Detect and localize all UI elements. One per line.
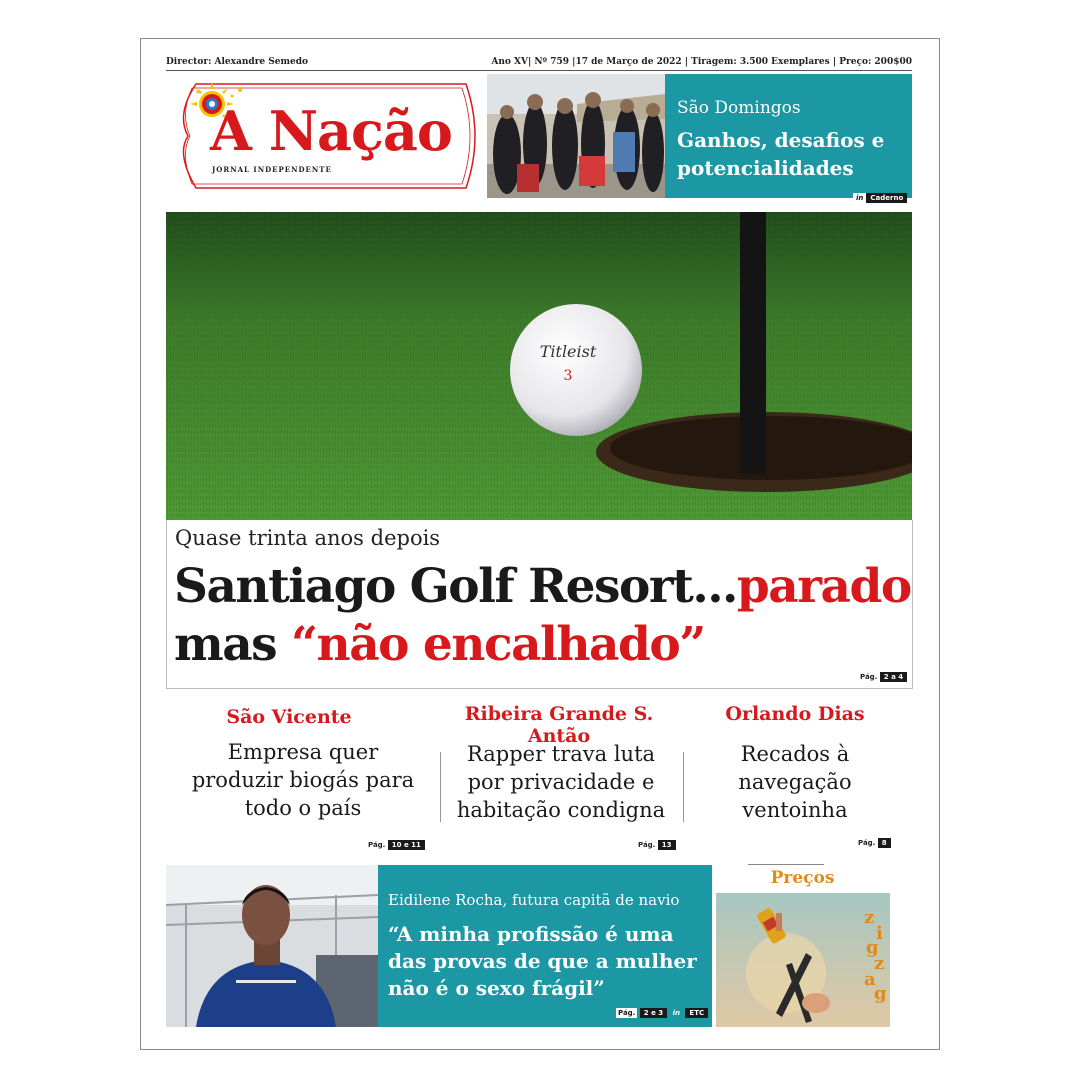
director-credit: Director: Alexandre Semedo xyxy=(166,57,309,67)
column2-page-ref xyxy=(638,840,676,850)
column-divider xyxy=(683,752,684,822)
top-rule xyxy=(166,70,912,71)
lead-headline-part2: parado xyxy=(736,559,911,614)
zigzag-letter: g xyxy=(874,983,887,1004)
page-number-tag: 10 e 11 xyxy=(388,840,425,850)
section-tag: Caderno xyxy=(866,193,907,203)
column2-kicker: Ribeira Grande S. Antão xyxy=(464,703,654,747)
top-teaser-photo[interactable] xyxy=(487,74,665,198)
crowd-photo-image xyxy=(487,74,665,198)
top-teaser-title: Ganhos, desafios e potencialidades xyxy=(677,128,885,180)
page-label: Pág. xyxy=(860,673,878,681)
top-info-line xyxy=(166,57,912,71)
lead-story[interactable] xyxy=(166,520,913,689)
column-divider xyxy=(440,752,441,822)
bottom-story-kicker: Eidilene Rocha, futura capitã de navio xyxy=(388,891,680,909)
lead-headline-part4: “não encalhado” xyxy=(291,617,705,672)
column1-page-ref xyxy=(368,840,425,850)
ball-number-text: 3 xyxy=(563,368,573,384)
logo-wordmark: A Nação xyxy=(210,99,452,163)
golf-ball-photo-image xyxy=(166,212,912,520)
section-tag: ETC xyxy=(685,1008,708,1018)
page-label: Pág. xyxy=(368,841,386,849)
bottom-story-page-ref xyxy=(616,1008,708,1018)
lead-page-ref xyxy=(860,672,907,682)
column1-headline[interactable]: Empresa quer produzir biogás para todo o país xyxy=(191,740,415,820)
lead-kicker: Quase trinta anos depois xyxy=(175,526,441,550)
precos-title[interactable]: Preços xyxy=(770,868,835,888)
zigzag-letter: g xyxy=(866,937,879,958)
ball-brand-text: Titleist xyxy=(539,342,597,361)
issue-info: Ano XV| Nº 759 |17 de Março de 2022 | Tiragem: 3.500 Exemplares | Preço: 200$00 xyxy=(491,57,912,67)
page-label: Pág. xyxy=(858,839,876,847)
precos-illustration[interactable] xyxy=(716,893,890,1027)
bottom-story-quote: “A minha profissão é uma das provas de que a mulher não é o sexo frágil” xyxy=(388,922,697,1000)
precos-rule xyxy=(748,864,824,865)
lead-headline-part1: Santiago Golf Resort... xyxy=(174,559,737,614)
in-tag: in xyxy=(670,1008,683,1018)
logo-tagline: JORNAL INDEPENDENTE xyxy=(212,165,332,174)
page-number-tag: 8 xyxy=(878,838,891,848)
page-number-tag: 2 e 3 xyxy=(640,1008,667,1018)
page-number-tag: 2 a 4 xyxy=(880,672,907,682)
page-number-tag: 13 xyxy=(658,840,676,850)
lead-headline xyxy=(174,558,911,674)
column2-headline[interactable]: Rapper trava luta por privacidade e habitação condigna xyxy=(456,742,666,822)
zigzag-letter: z xyxy=(874,953,885,974)
portrait-photo-image xyxy=(166,865,378,1027)
price-chart-illustration-image xyxy=(716,893,890,1027)
top-teaser-box[interactable] xyxy=(665,74,912,202)
top-teaser-kicker: São Domingos xyxy=(677,98,801,118)
column3-kicker: Orlando Dias xyxy=(725,703,865,725)
page-label: Pág. xyxy=(638,841,656,849)
column3-headline[interactable]: Recados à navegação ventoinha xyxy=(738,742,852,822)
in-tag: in xyxy=(853,193,866,203)
bottom-story-box[interactable] xyxy=(378,865,712,1027)
zigzag-letter: a xyxy=(864,969,876,990)
top-teaser-tags xyxy=(853,185,907,204)
column1-kicker: São Vicente xyxy=(226,706,352,728)
zigzag-letter: i xyxy=(876,923,883,944)
column3-page-ref xyxy=(858,838,891,848)
bottom-story-photo[interactable] xyxy=(166,865,378,1027)
lead-headline-part3: mas xyxy=(174,617,292,672)
page-label: Pág. xyxy=(618,1009,636,1017)
zigzag-letter: z xyxy=(864,907,875,928)
hero-photo[interactable] xyxy=(166,212,912,520)
